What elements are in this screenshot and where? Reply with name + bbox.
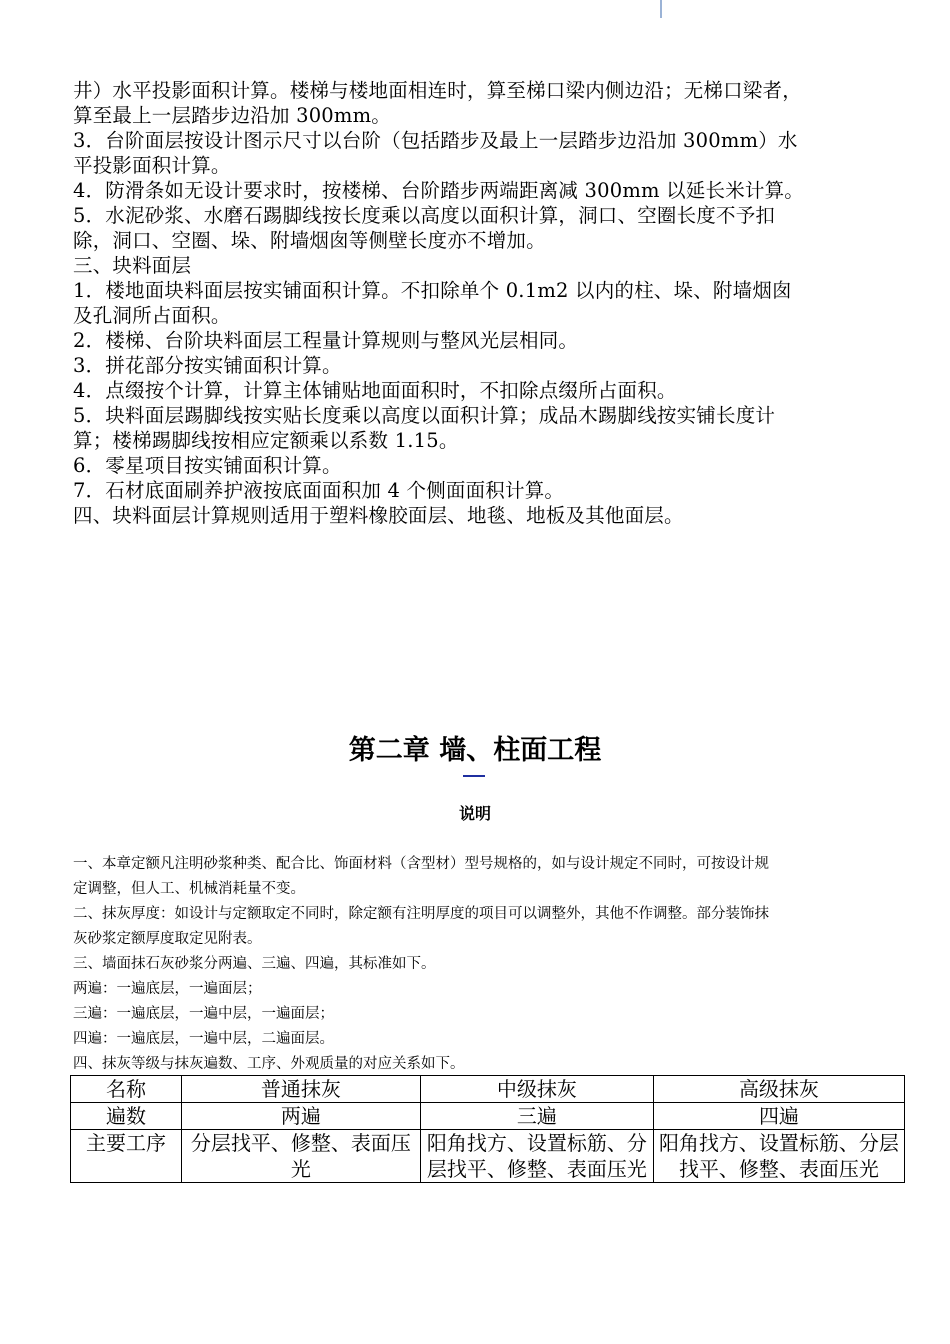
text-line: 两遍：一遍底层，一遍面层；	[73, 981, 262, 997]
text-line: 一、本章定额凡注明砂浆种类、配合比、饰面材料（含型材）型号规格的，如与设计规定不同时，可按设计规	[73, 856, 769, 872]
text-line: 算；楼梯踢脚线按相应定额乘以系数 1.15。	[73, 429, 459, 452]
table-cell: 两遍	[181, 1103, 420, 1130]
text-line: 5．水泥砂浆、水磨石踢脚线按长度乘以高度以面积计算，洞口、空圈长度不予扣	[73, 204, 776, 227]
table-cell: 四遍	[653, 1103, 904, 1130]
table-row	[71, 1103, 905, 1130]
text-line: 及孔洞所占面积。	[73, 304, 231, 327]
text-line: 2．楼梯、台阶块料面层工程量计算规则与整风光层相同。	[73, 329, 579, 352]
text-line: 4．点缀按个计算，计算主体铺贴地面面积时，不扣除点缀所占面积。	[73, 379, 677, 402]
table-header-cell: 普通抹灰	[181, 1076, 420, 1103]
chapter-title: 第二章 墙、柱面工程	[348, 735, 602, 766]
table-row	[71, 1130, 905, 1183]
text-line: 1．楼地面块料面层按实铺面积计算。不扣除单个 0.1m2 以内的柱、垛、附墙烟囱	[73, 279, 792, 302]
text-line: 四遍：一遍底层，一遍中层，二遍面层。	[73, 1031, 334, 1047]
text-line: 算至最上一层踏步边沿加 300mm。	[73, 104, 391, 127]
table-header-row	[71, 1076, 905, 1103]
table-cell: 分层找平、修整、表面压光	[181, 1130, 420, 1183]
text-line: 除，洞口、空圈、垛、附墙烟囱等侧壁长度亦不增加。	[73, 229, 546, 252]
text-line: 5．块料面层踢脚线按实贴长度乘以高度以面积计算；成品木踢脚线按实铺长度计	[73, 404, 776, 427]
text-line: 井）水平投影面积计算。楼梯与楼地面相连时，算至梯口梁内侧边沿；无梯口梁者，	[73, 79, 802, 102]
table-header-cell: 高级抹灰	[653, 1076, 904, 1103]
text-line: 7．石材底面刷养护液按底面面积加 4 个侧面面积计算。	[73, 479, 565, 502]
table-cell: 遍数	[71, 1103, 182, 1130]
table-header-cell: 名称	[71, 1076, 182, 1103]
table-cell: 阳角找方、设置标筋、分层找平、修整、表面压光	[420, 1130, 653, 1183]
section-heading: 三、块料面层	[73, 254, 192, 277]
chapter-underline	[463, 775, 485, 777]
text-line: 四、抹灰等级与抹灰遍数、工序、外观质量的对应关系如下。	[73, 1056, 465, 1072]
text-line: 平投影面积计算。	[73, 154, 231, 177]
text-line: 灰砂浆定额厚度取定见附表。	[73, 931, 262, 947]
text-line: 4．防滑条如无设计要求时，按楼梯、台阶踏步两端距离减 300mm 以延长米计算。	[73, 179, 805, 202]
plaster-grade-table	[70, 1075, 905, 1183]
floor-rules-section	[73, 78, 903, 528]
text-line: 四、块料面层计算规则适用于塑料橡胶面层、地毯、地板及其他面层。	[73, 504, 684, 527]
top-edge-mark	[660, 0, 662, 18]
section-title: 说明	[458, 804, 491, 823]
table-cell: 三遍	[420, 1103, 653, 1130]
text-line: 3．台阶面层按设计图示尺寸以台阶（包括踏步及最上一层踏步边沿加 300mm）水	[73, 129, 798, 152]
table-cell: 主要工序	[71, 1130, 182, 1183]
text-line: 二、抹灰厚度：如设计与定额取定不同时，除定额有注明厚度的项目可以调整外，其他不作调整。部分装饰抹	[73, 906, 769, 922]
table-cell: 阳角找方、设置标筋、分层找平、修整、表面压光	[653, 1130, 904, 1183]
text-line: 定调整，但人工、机械消耗量不变。	[73, 881, 305, 897]
text-line: 三遍：一遍底层，一遍中层，一遍面层；	[73, 1006, 334, 1022]
text-line: 三、墙面抹石灰砂浆分两遍、三遍、四遍，其标准如下。	[73, 956, 436, 972]
text-line: 3．拼花部分按实铺面积计算。	[73, 354, 342, 377]
table-header-cell: 中级抹灰	[420, 1076, 653, 1103]
wall-notes-section	[73, 852, 893, 1077]
text-line: 6．零星项目按实铺面积计算。	[73, 454, 342, 477]
